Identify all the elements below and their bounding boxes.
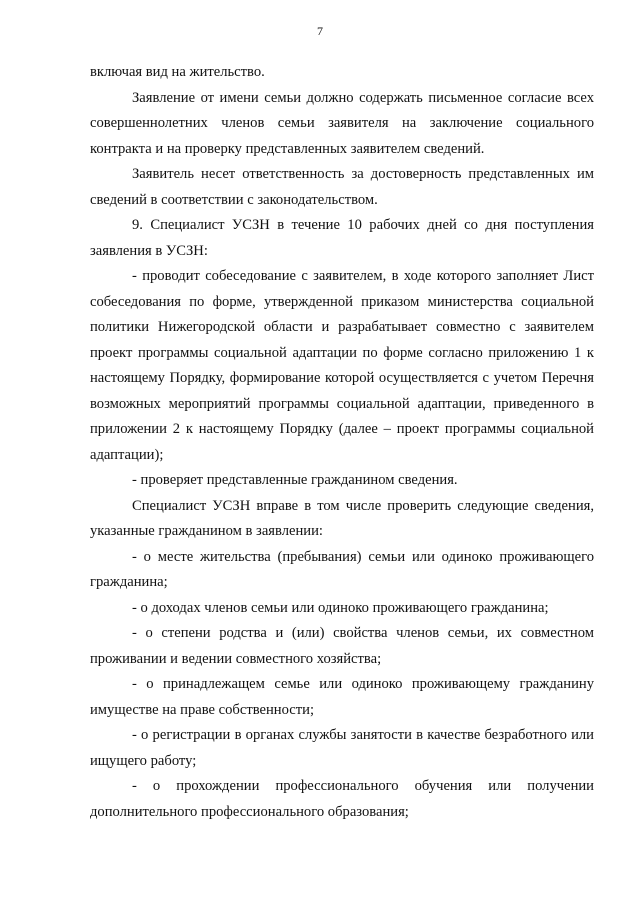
list-item-employment-registration: - о регистрации в органах службы занятости в качестве безработного или ищущего работу; (90, 727, 594, 769)
list-item-residence: - о месте жительства (пребывания) семьи или одиноко проживающего гражданина; (90, 548, 594, 590)
paragraph-verification: - проверяет представленные гражданином сведения. (132, 472, 458, 488)
paragraph-residence-permit: включая вид на жительство. (90, 64, 265, 80)
list-item-property: - о принадлежащем семье или одиноко проживающему гражданину имуществе на праве собственности; (90, 676, 594, 718)
paragraph-family-consent: Заявление от имени семьи должно содержать письменное согласие всех совершеннолетних членов семьи заявителя на заключение социального контракта и на проверку представленных заявителем сведений. (90, 89, 594, 157)
list-item-income: - о доходах членов семьи или одиноко проживающего гражданина; (132, 599, 549, 616)
list-item-kinship: - о степени родства и (или) свойства членов семьи, их совместном проживании и ведении совместного хозяйства; (90, 625, 594, 667)
page-number: 7 (317, 24, 323, 38)
paragraph-specialist-rights: Специалист УСЗН вправе в том числе проверить следующие сведения, указанные гражданином в заявлении: (90, 497, 594, 539)
paragraph-applicant-responsibility: Заявитель несет ответственность за достоверность представленных им сведений в соответствии с законодательством. (90, 166, 594, 208)
document-body (90, 60, 594, 825)
paragraph-clause-9: 9. Специалист УСЗН в течение 10 рабочих дней со дня поступления заявления в УСЗН: (90, 217, 594, 259)
list-item-professional-training: - о прохождении профессионального обучения или получении дополнительного профессионального образования; (90, 778, 594, 820)
paragraph-interview: - проводит собеседование с заявителем, в ходе которого заполняет Лист собеседования по форме, утвержденной приказом министерства социальной политики Нижегородской области и разрабатывает совместно с заявителем проект программы социальной адаптации по форме согласно приложению 1 к настоящему Порядку, формирование которой осуществляется с учетом Перечня возможных мероприятий программы социальной адаптации, приведенного в приложении 2 к настоящему Порядку (далее – проект программы социальной адаптации); (90, 268, 594, 463)
